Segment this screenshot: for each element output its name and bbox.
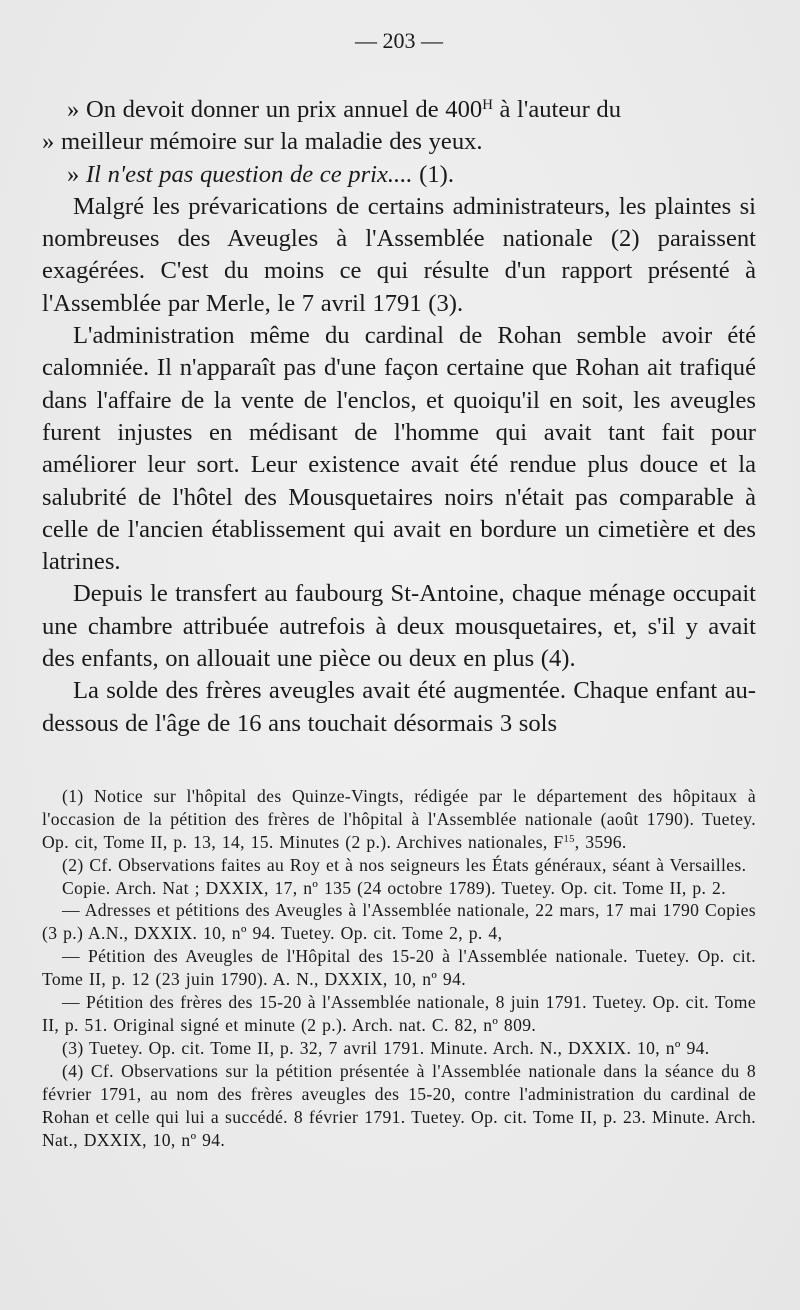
footnotes bbox=[42, 785, 756, 1152]
footnote-1 bbox=[42, 785, 756, 854]
page-number: — 203 — bbox=[355, 28, 443, 53]
footnote-1-sup: 15 bbox=[563, 833, 575, 845]
quote-line-2: » meilleur mémoire sur la maladie des yeux. bbox=[42, 128, 483, 156]
quote-line-1-sup: H bbox=[482, 96, 493, 113]
footnote-1-text: (1) Notice sur l'hôpital des Quinze-Vingts, rédigée par le département des hôpitaux à l'occasion de la pétition des frères de l'hôpital à l'Assemblée nationale (août 1790). Tuetey. Op. cit, Tome II, p. 13, 14, 15. Minutes (2 p.). Archives nationales, F bbox=[42, 785, 756, 852]
quote-line-1-text: » On devoit donner un prix annuel de 400 bbox=[67, 96, 483, 123]
footnote-3: (3) Tuetey. Op. cit. Tome II, p. 32, 7 avril 1791. Minute. Arch. N., DXXIX. 10, nº 94. bbox=[62, 1037, 710, 1058]
footnote-1-tail: , 3596. bbox=[574, 831, 627, 852]
quote-line-1 bbox=[42, 94, 756, 126]
footnote-2-petition-freres: — Pétition des frères des 15-20 à l'Assemblée nationale, 8 juin 1791. Tuetey. Op. cit. Tome II, p. 51. Original signé et minute (2 p.). Arch. nat. C. 82, nº 809. bbox=[42, 992, 756, 1035]
footnote-2: (2) Cf. Observations faites au Roy et à nos seigneurs les États généraux, séant à Versailles. bbox=[62, 854, 747, 875]
paragraph-rohan: L'administration même du cardinal de Rohan semble avoir été calomniée. Il n'apparaît pas d'une façon certaine que Rohan ait trafiqué dans l'affaire de la vente de l'enclos, et quoiqu'il en soit, les aveugles furent injustes en médisant de l'homme qui avait tant fait pour améliorer leur sort. Leur existence avait été rendue plus douce et la salubrité de l'hôtel des Mousquetaires noirs n'était pas comparable à celle de l'ancien établissement qui avait en bordure un cimetière et des latrines. bbox=[42, 322, 756, 576]
main-text bbox=[42, 94, 756, 740]
footnote-2-adresses: — Adresses et pétitions des Aveugles à l'Assemblée nationale, 22 mars, 17 mai 1790 Copies (3 p.) A.N., DXXIX. 10, nº 94. Tuetey. Op. cit. Tome 2, p. 4, bbox=[42, 900, 756, 944]
paragraph-solde: La solde des frères aveugles avait été augmentée. Chaque enfant au-dessous de l'âge de 16 ans touchait désormais 3 sols bbox=[42, 677, 756, 737]
footnote-2-copie: Copie. Arch. Nat ; DXXIX, 17, nº 135 (24 octobre 1789). Tuetey. Op. cit. Tome II, p. 2. bbox=[62, 877, 726, 898]
quote-line-3-tail: (1). bbox=[412, 160, 454, 188]
paragraph-faubourg: Depuis le transfert au faubourg St-Antoine, chaque ménage occupait une chambre attribuée autrefois à deux mousquetaires, et, s'il y avait des enfants, on allouait une pièce ou deux en plus (4). bbox=[42, 580, 756, 673]
footnote-4: (4) Cf. Observations sur la pétition présentée à l'Assemblée nationale dans la séance du 8 février 1791, au nom des frères aveugles des 15-20, contre l'administration du cardinal de Rohan et celle qui lui a succédé. 8 février 1791. Tuetey. Op. cit. Tome II, p. 23. Minute. Arch. Nat., DXXIX, 10, nº 94. bbox=[42, 1060, 756, 1150]
quote-line-3 bbox=[42, 159, 756, 191]
quote-line-3-prefix: » bbox=[67, 160, 86, 188]
quote-line-1-tail: à l'auteur du bbox=[492, 96, 622, 123]
quote-line-3-italic: Il n'est pas question de ce prix.... bbox=[85, 160, 413, 188]
paragraph-prevarications: Malgré les prévarications de certains administrateurs, les plaintes si nombreuses des Aveugles à l'Assemblée nationale (2) paraissent exagérées. C'est du moins ce qui résulte d'un rapport présenté à l'Assemblée par Merle, le 7 avril 1791 (3). bbox=[42, 192, 756, 317]
footnote-2-petition-hopital: — Pétition des Aveugles de l'Hôpital des 15-20 à l'Assemblée nationale. Tuetey. Op. cit. Tome II, p. 12 (23 juin 1790). A. N., DXXIX, 10, nº 94. bbox=[42, 946, 756, 990]
